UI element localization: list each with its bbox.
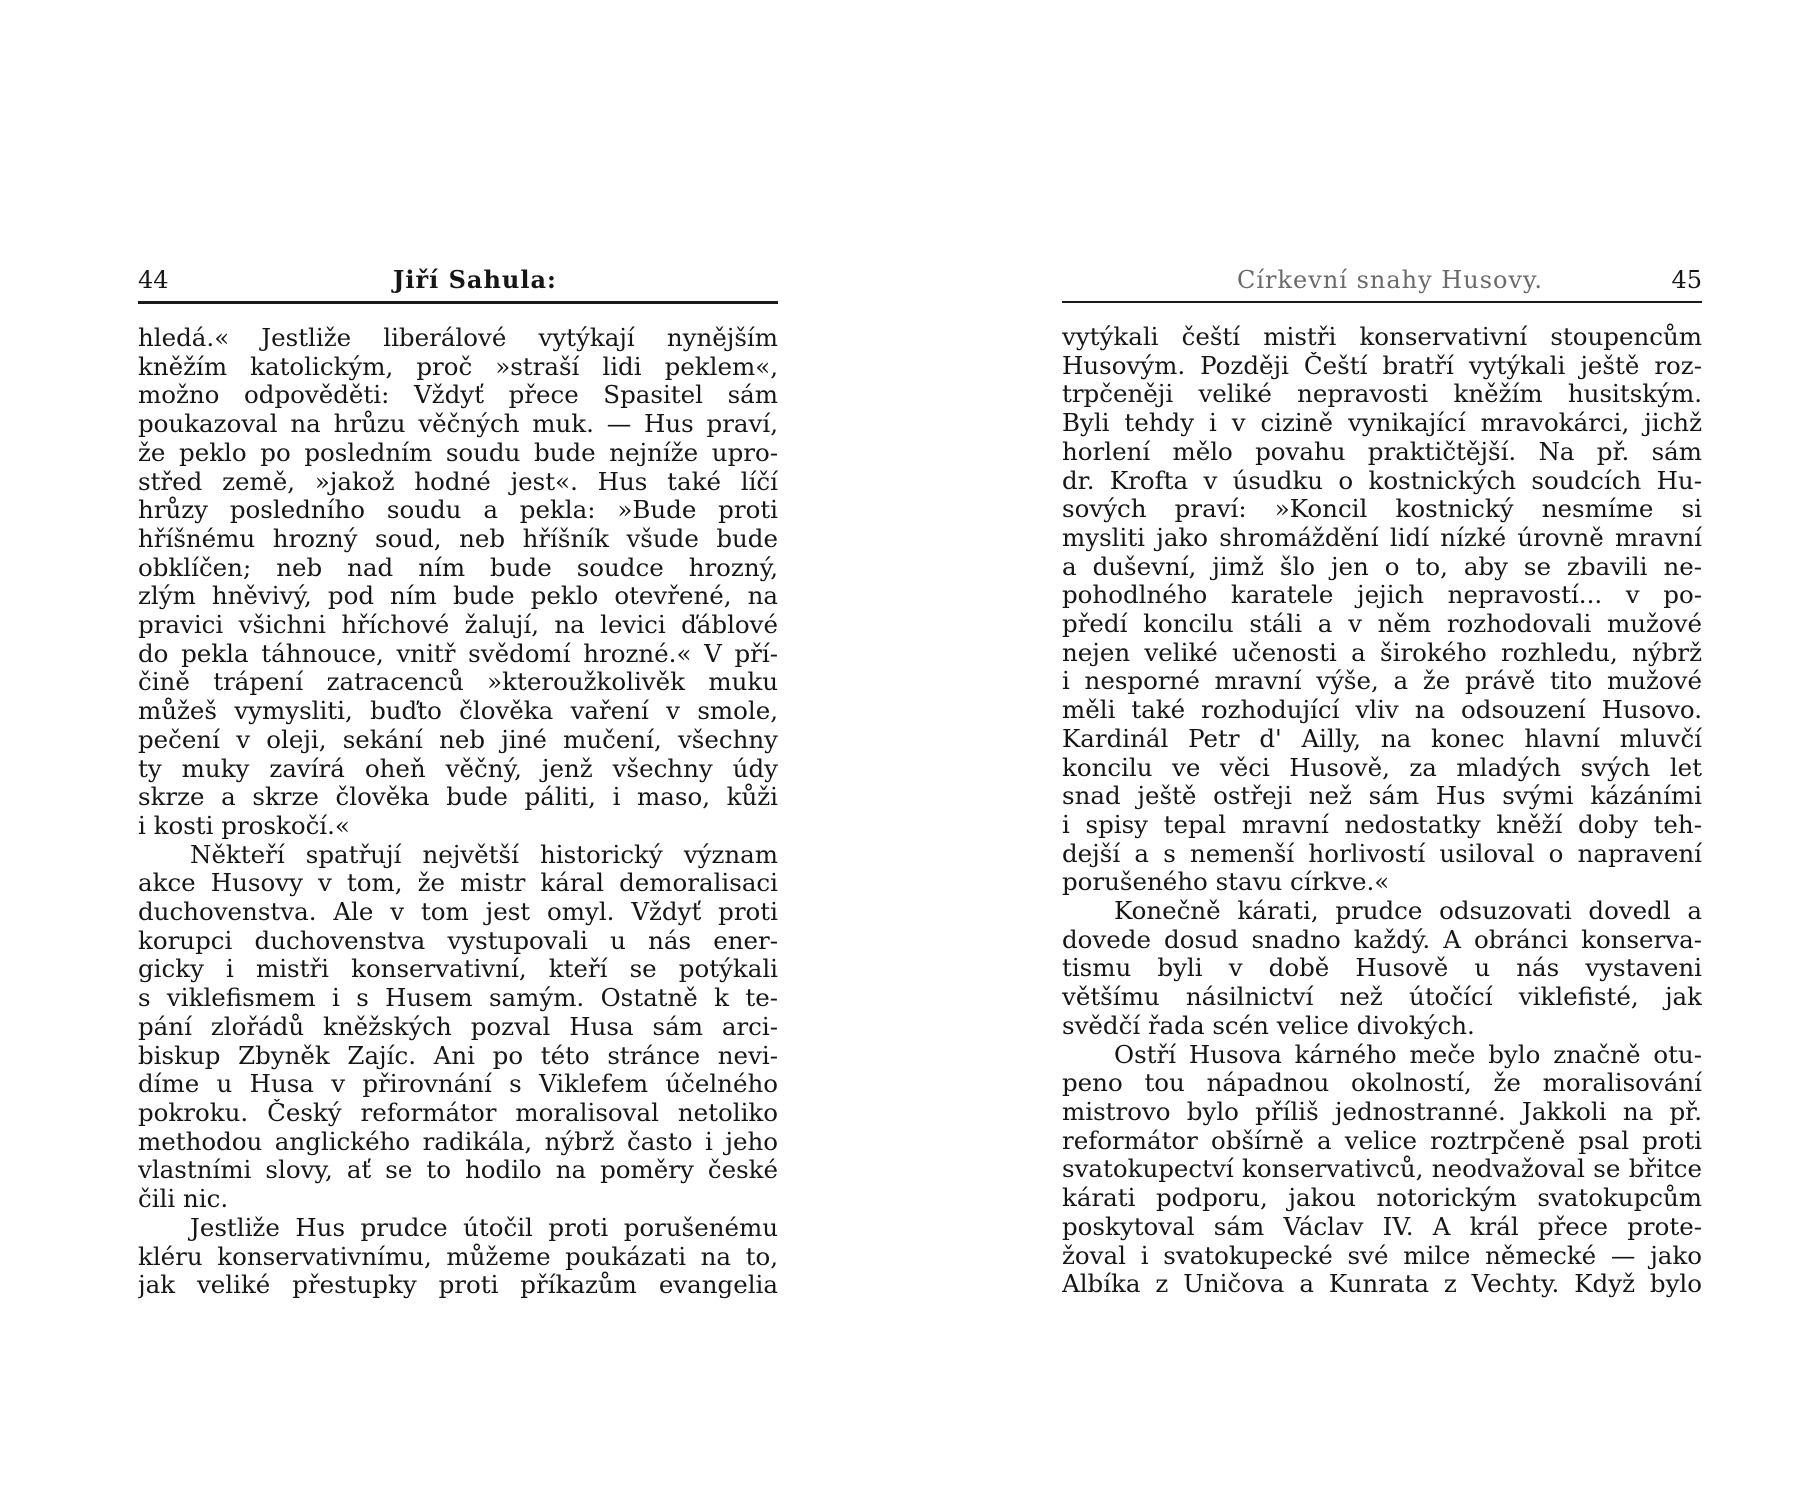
text-line: Jestliže Hus prudce útočil proti porušenému (190, 1213, 778, 1242)
text-line: trpčeněji veliké nepravosti kněžím husitským. (1062, 380, 1702, 409)
text-line: čili nic. (138, 1185, 229, 1214)
left-body-text (138, 324, 778, 1300)
text-line: tismu byli v době Husově u nás vystaveni (1062, 954, 1702, 983)
right-page (1062, 265, 1702, 1299)
text-line: zlým hněvivý, pod ním bude peklo otevřené, na (138, 582, 778, 611)
right-running-head (1062, 265, 1702, 303)
right-page-number: 45 (1671, 266, 1702, 294)
text-line: i nesporné mravní výše, a že právě tito mužové (1062, 667, 1702, 696)
text-line: poukazoval na hrůzu věčných muk. — Hus praví, (138, 410, 778, 439)
text-line: hříšnému hrozný soud, neb hříšník všude bude (138, 524, 778, 553)
text-line: svatokupectví konservativců, neodvažoval se břitce (1062, 1155, 1702, 1184)
text-line: kléru konservativnímu, můžeme poukázati na to, (138, 1242, 778, 1271)
text-line: horlení mělo povahu praktičtější. Na př. sám (1062, 437, 1702, 466)
text-line: dovede dosud snadno každý. A obránci konserva- (1062, 925, 1702, 954)
text-line: jak veliké přestupky proti příkazům evangelia (138, 1271, 778, 1300)
text-line: většímu násilnictví než útočící viklefisté, jak (1062, 983, 1702, 1012)
text-line: peno tou nápadnou okolností, že moralisování (1062, 1069, 1702, 1098)
text-line: Albíka z Uničova a Kunrata z Vechty. Když bylo (1062, 1270, 1702, 1299)
text-line: vlastními slovy, ať se to hodilo na poměry české (138, 1156, 778, 1185)
text-line: do pekla táhnouce, vnitř svědomí hrozné.« V pří- (138, 639, 778, 668)
text-line: svědčí řada scén velice divokých. (1062, 1011, 1475, 1040)
text-line: pokroku. Český reformátor moralisoval netoliko (138, 1098, 778, 1127)
text-line: obklíčen; neb nad ním bude soudce hrozný, (138, 553, 778, 582)
text-line: Kardinál Petr d' Ailly, na konec hlavní mluvčí (1062, 724, 1702, 753)
left-running-head (138, 265, 778, 304)
text-line: nejen veliké učenosti a širokého rozhledu, nýbrž (1062, 638, 1702, 667)
text-line: žoval i svatokupecké své milce německé — jako (1062, 1241, 1702, 1270)
text-line: Někteří spatřují největší historický význam (190, 840, 778, 869)
text-line: skrze a skrze člověka bude páliti, i maso, kůži (138, 783, 778, 812)
text-line: pání zlořádů kněžských pozval Husa sám arci- (138, 1012, 778, 1041)
text-line: měli také rozhodující vliv na odsouzení Husovo. (1062, 696, 1702, 725)
text-line: i spisy tepal mravní nedostatky kněží doby teh- (1062, 810, 1702, 839)
left-running-title: Jiří Sahula: (393, 265, 557, 294)
text-line: předí koncilu stáli a v něm rozhodovali mužové (1062, 610, 1702, 639)
text-line: hledá.« Jestliže liberálové vytýkají nynějším (138, 324, 778, 352)
text-line: ty muky zavírá oheň věčný, jenž všechny údy (138, 754, 778, 783)
left-page-number: 44 (138, 266, 169, 294)
text-line: čině trápení zatracenců »kteroužkolivěk muku (138, 668, 778, 697)
right-body-text (1062, 323, 1702, 1299)
text-line: koncilu ve věci Husově, za mladých svých let (1062, 753, 1702, 782)
text-line: Byli tehdy i v cizině vynikající mravokárci, jichž (1062, 409, 1702, 438)
text-line: že peklo po posledním soudu bude nejníže upro- (138, 438, 778, 467)
text-line: duchovenstva. Ale v tom jest omyl. Vždyť proti (138, 898, 778, 927)
text-line: a duševní, jimž šlo jen o to, aby se zbavili ne- (1062, 552, 1702, 581)
text-line: biskup Zbyněk Zajíc. Ani po této stránce nevi- (138, 1041, 778, 1070)
text-line: díme u Husa v přirovnání s Viklefem účelného (138, 1070, 778, 1099)
right-running-title: Církevní snahy Husovy. (1237, 266, 1544, 294)
text-line: s viklefismem i s Husem samým. Ostatně k te- (138, 984, 778, 1013)
text-line: dejší a s nemenší horlivostí usiloval o napravení (1062, 839, 1702, 868)
left-page (138, 265, 778, 1300)
text-line: reformátor obšírně a velice roztrpčeně psal proti (1062, 1126, 1702, 1155)
text-line: možno odpověděti: Vždyť přece Spasitel sám (138, 381, 778, 410)
text-line: Konečně kárati, prudce odsuzovati dovedl a (1114, 897, 1702, 926)
text-line: můžeš vymysliti, buďto člověka vaření v smole, (138, 697, 778, 726)
text-line: vytýkali čeští mistři konservativní stoupencům (1062, 323, 1702, 351)
text-line: i kosti proskočí.« (138, 811, 350, 840)
text-line: mysliti jako shromáždění lidí nízké úrovně mravní (1062, 523, 1702, 552)
text-line: pečení v oleji, sekání neb jiné mučení, všechny (138, 725, 778, 754)
text-line: Husovým. Později Čeští bratří vytýkali ještě roz- (1062, 351, 1702, 380)
text-line: kněžím katolickým, proč »straší lidi peklem«, (138, 352, 778, 381)
text-line: kárati podporu, jakou notorickým svatokupcům (1062, 1184, 1702, 1213)
text-line: porušeného stavu církve.« (1062, 868, 1390, 897)
text-line: Ostří Husova kárného meče bylo značně otu- (1114, 1040, 1702, 1069)
text-line: gicky i mistři konservativní, kteří se potýkali (138, 955, 778, 984)
text-line: střed země, »jakož hodné jest«. Hus také líčí (138, 467, 778, 496)
text-line: dr. Krofta v úsudku o kostnických soudcích Hu- (1062, 466, 1702, 495)
text-line: hrůzy posledního soudu a pekla: »Bude proti (138, 496, 778, 525)
text-line: korupci duchovenstva vystupovali u nás ener- (138, 926, 778, 955)
text-line: poskytoval sám Václav IV. A král přece prote- (1062, 1212, 1702, 1241)
text-line: snad ještě ostřeji než sám Hus svými kázáními (1062, 782, 1702, 811)
text-line: pravici všichni hříchové žalují, na levici ďáblové (138, 611, 778, 640)
text-line: akce Husovy v tom, že mistr káral demoralisaci (138, 869, 778, 898)
text-line: methodou anglického radikála, nýbrž často i jeho (138, 1127, 778, 1156)
text-line: mistrovo bylo příliš jednostranné. Jakkoli na př. (1062, 1097, 1702, 1126)
text-line: sových praví: »Koncil kostnický nesmíme si (1062, 495, 1702, 524)
text-line: pohodlného karatele jejich nepravostí... v po- (1062, 581, 1702, 610)
